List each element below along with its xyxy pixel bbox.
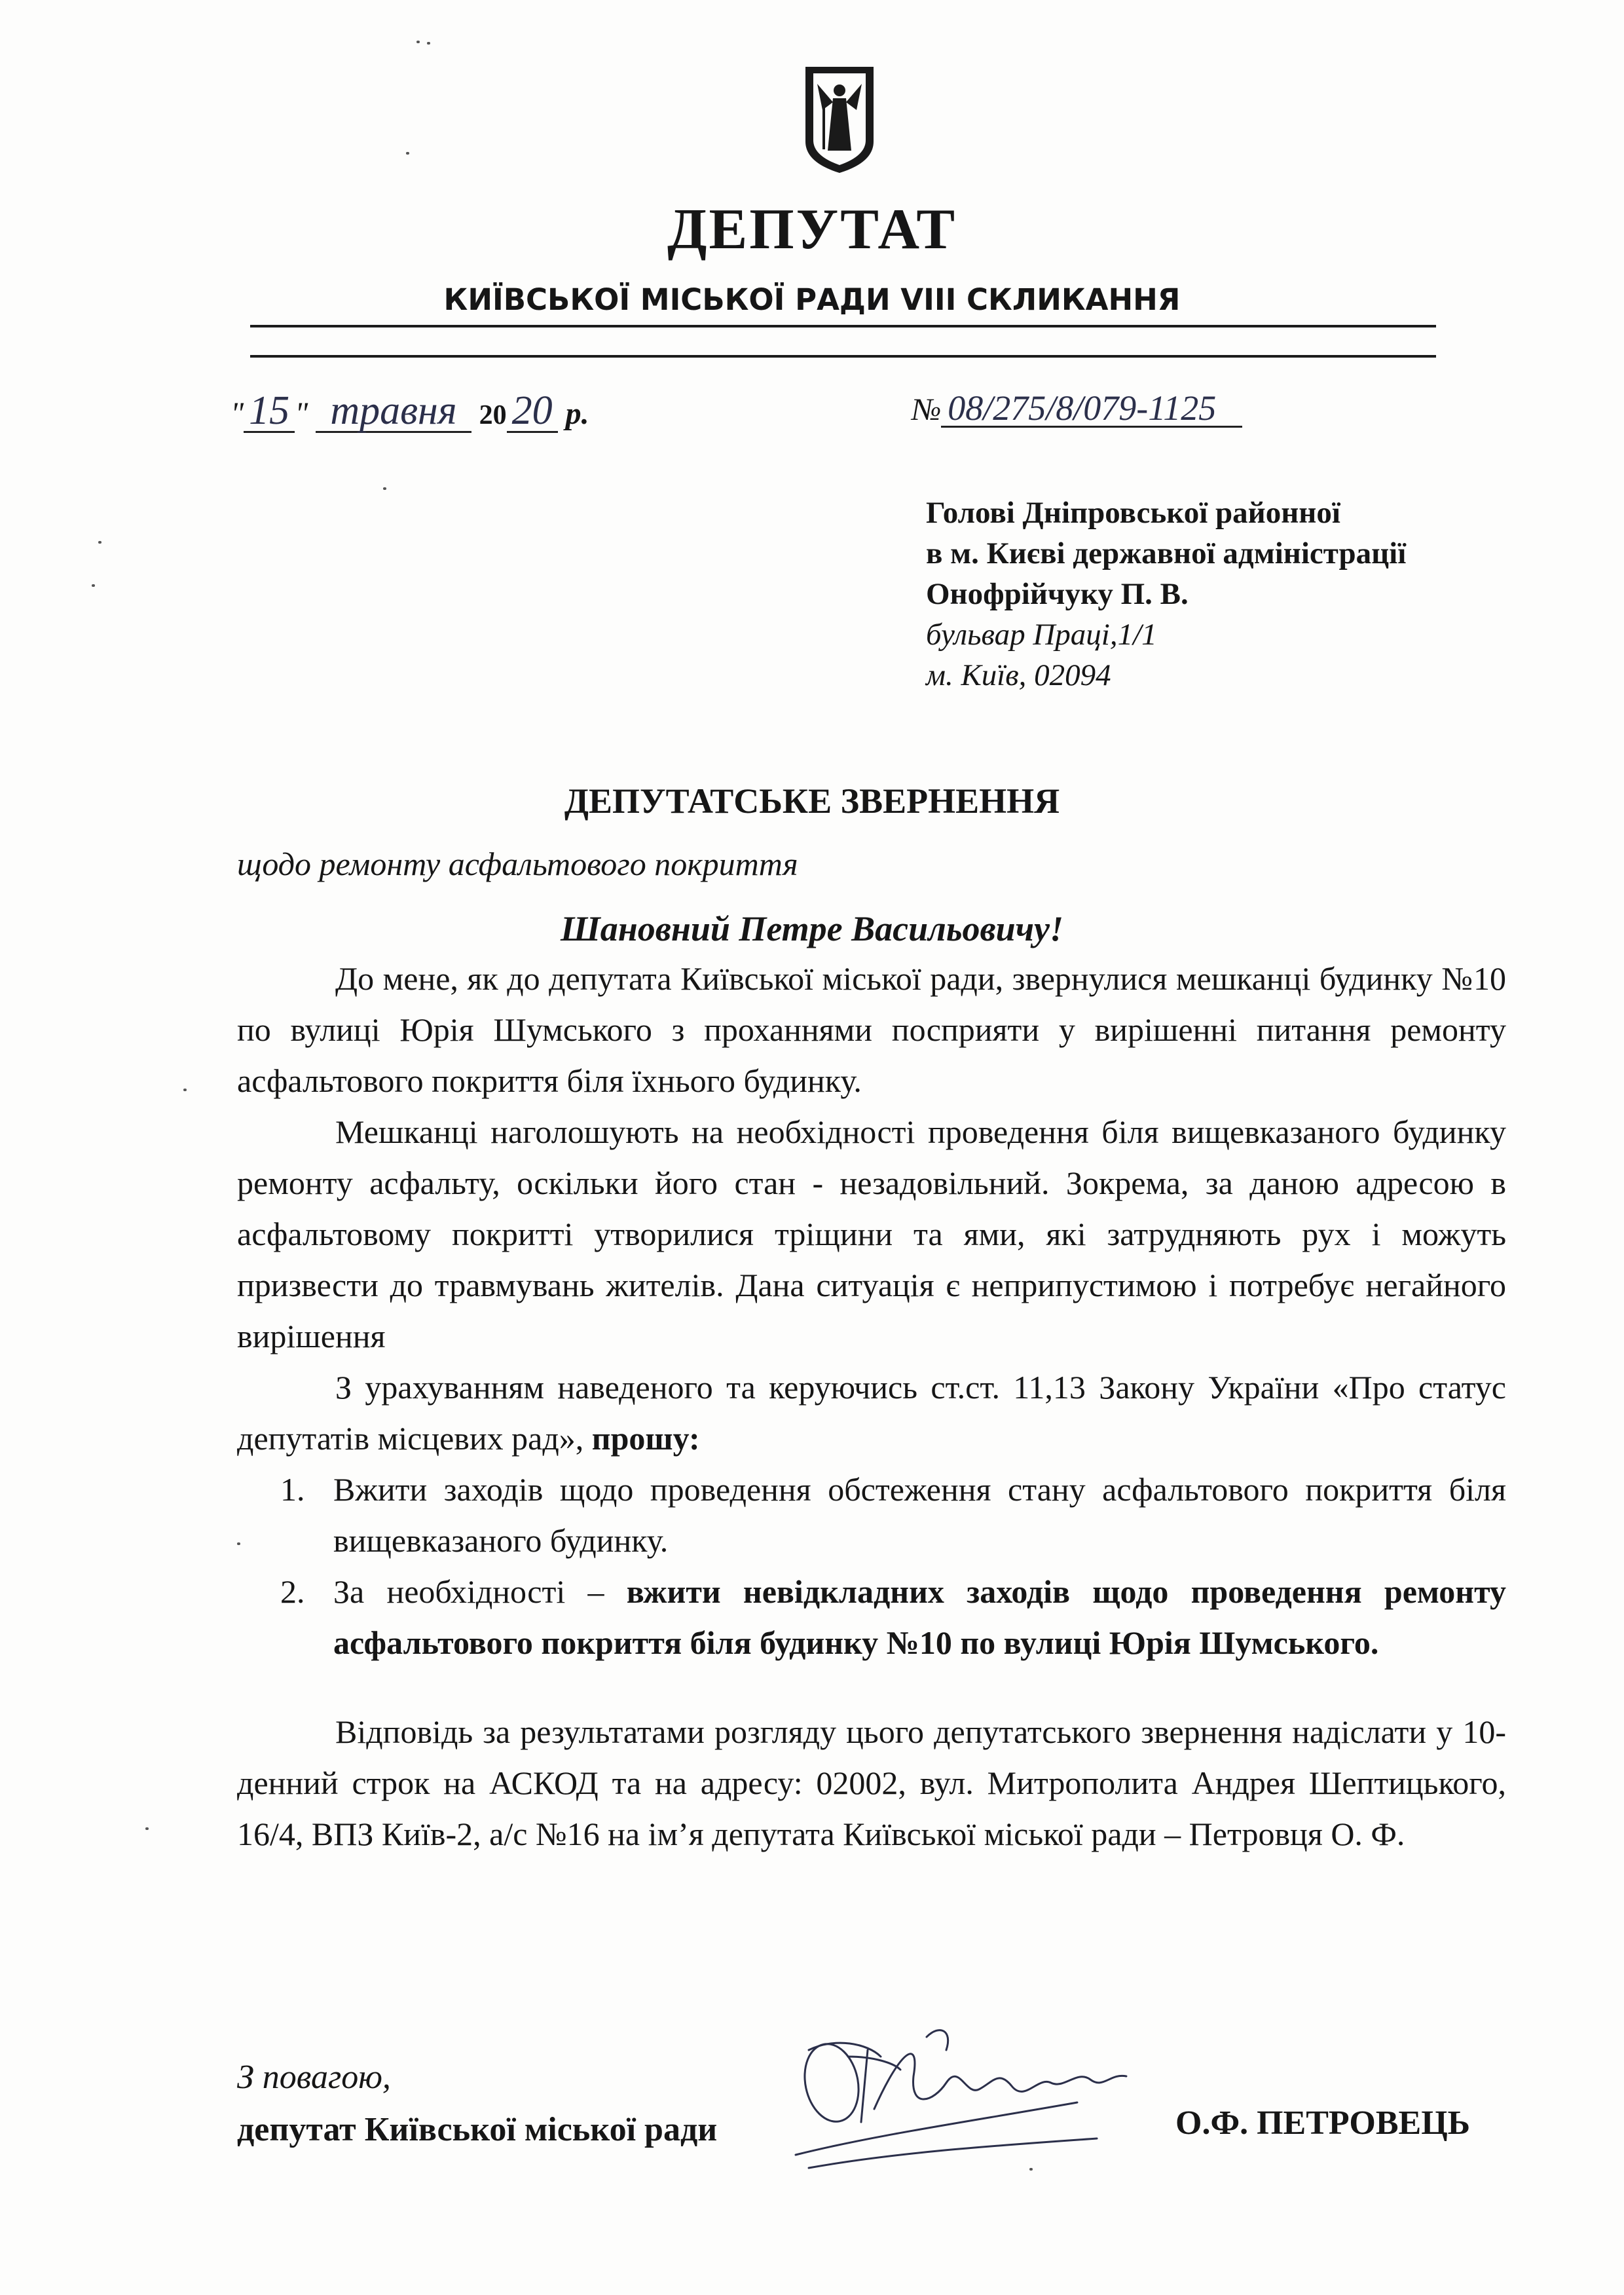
- closing-block: [237, 2051, 717, 2156]
- list-item-text: Вжити заходів щодо проведення обстеження стану асфальтового покриття біля вищевказаного будинку.: [333, 1471, 1506, 1559]
- paragraph-2: Мешканці наголошують на необхідності проведення біля вищевказаного будинку ремонту асфальту, оскільки його стан - незадовільний. Зокрема, за даною адресою в асфальтовому покритті утворилися тріщини та ями, які затрудняють рух і можуть призвести до травмувань жителів. Дана ситуація є неприпустимою і потребує негайного вирішення: [237, 1113, 1506, 1354]
- date-field: [231, 390, 589, 433]
- number-label: №: [912, 392, 942, 427]
- addressee-city: м. Київ, 02094: [926, 658, 1111, 692]
- list-item-number: 2.: [280, 1573, 305, 1610]
- letter-body: [237, 953, 1506, 1859]
- document-title: ДЕПУТАТСЬКЕ ЗВЕРНЕННЯ: [564, 781, 1060, 821]
- scan-speck: [416, 41, 420, 43]
- request-list: [237, 1464, 1506, 1668]
- date-quote-close: ": [295, 396, 308, 431]
- paragraph-1: До мене, як до депутата Київської міської ради, звернулися мешканці будинку №10 по вулиці Юрія Шумського з проханнями посприяти у вирішенні питання ремонту асфальтового покриття біля їхнього будинку.: [237, 960, 1506, 1099]
- registration-number: 08/275/8/079-1125: [941, 390, 1242, 428]
- paragraph-3-text: З урахуванням наведеного та керуючись ст.ст. 11,13 Закону України «Про статус депутатів місцевих рад»,: [237, 1369, 1506, 1457]
- header-rule-top: [250, 325, 1436, 327]
- list-item: [237, 1566, 1506, 1668]
- header-subtitle: КИЇВСЬКОЇ МІСЬКОЇ РАДИ VIII СКЛИКАННЯ: [443, 282, 1181, 317]
- list-item-number: 1.: [280, 1471, 305, 1508]
- registration-number-field: [912, 390, 1242, 428]
- list-item-text: За необхідності –: [333, 1573, 604, 1610]
- paragraph-4: Відповідь за результатами розгляду цього депутатського звернення надіслати у 10-денний строк на АСКОД та на адресу: 02002, вул. Митрополита Андрея Шептицького, 16/4, ВПЗ Київ-2, а/с №16 на ім’я депутата Київської міської ради – Петровця О. Ф.: [237, 1713, 1506, 1852]
- scan-speck: [145, 1827, 149, 1830]
- scan-speck: [98, 541, 101, 544]
- header-title: ДЕПУТАТ: [667, 198, 957, 261]
- scan-speck: [183, 1089, 187, 1091]
- closing-position: депутат Київської міської ради: [237, 2111, 718, 2148]
- addressee-line-1: Голові Дніпровської районної: [926, 496, 1340, 530]
- scan-speck: [1029, 2168, 1033, 2171]
- scan-speck: [383, 487, 386, 490]
- kyiv-coat-of-arms-icon: [803, 64, 876, 176]
- scan-speck: [427, 42, 430, 45]
- list-item-bold-text: вжити невідкладних заходів щодо проведення ремонту асфальтового покриття біля будинку №10 по вулиці Юрія Шумського.: [333, 1573, 1506, 1661]
- date-day: 15: [244, 390, 295, 433]
- paragraph-3-bold: прошу:: [591, 1420, 700, 1457]
- addressee-street: бульвар Праці,1/1: [926, 618, 1157, 652]
- scan-speck: [406, 152, 409, 155]
- addressee-line-2: в м. Києві державної адміністрації: [926, 536, 1407, 570]
- scan-speck: [92, 584, 95, 587]
- date-quote-open: ": [231, 396, 244, 431]
- scan-speck: [237, 1542, 240, 1545]
- header-rule-bottom: [250, 355, 1436, 358]
- salutation: Шановний Петре Васильовичу!: [560, 909, 1064, 948]
- document-subject: щодо ремонту асфальтового покриття: [237, 846, 798, 882]
- date-year-suffix: 20: [507, 390, 558, 433]
- list-item: [237, 1464, 1506, 1566]
- paragraph-3: [237, 1362, 1506, 1464]
- handwritten-signature: [769, 2011, 1241, 2174]
- date-year-prefix: 20: [479, 400, 507, 430]
- addressee-name: Онофрійчуку П. В.: [926, 577, 1189, 611]
- date-month: травня: [316, 390, 471, 433]
- date-year-mark: р.: [565, 396, 589, 431]
- addressee-block: [926, 493, 1406, 696]
- signer-name: О.Ф. ПЕТРОВЕЦЬ: [1175, 2104, 1471, 2142]
- closing-regards: З повагою,: [237, 2059, 391, 2096]
